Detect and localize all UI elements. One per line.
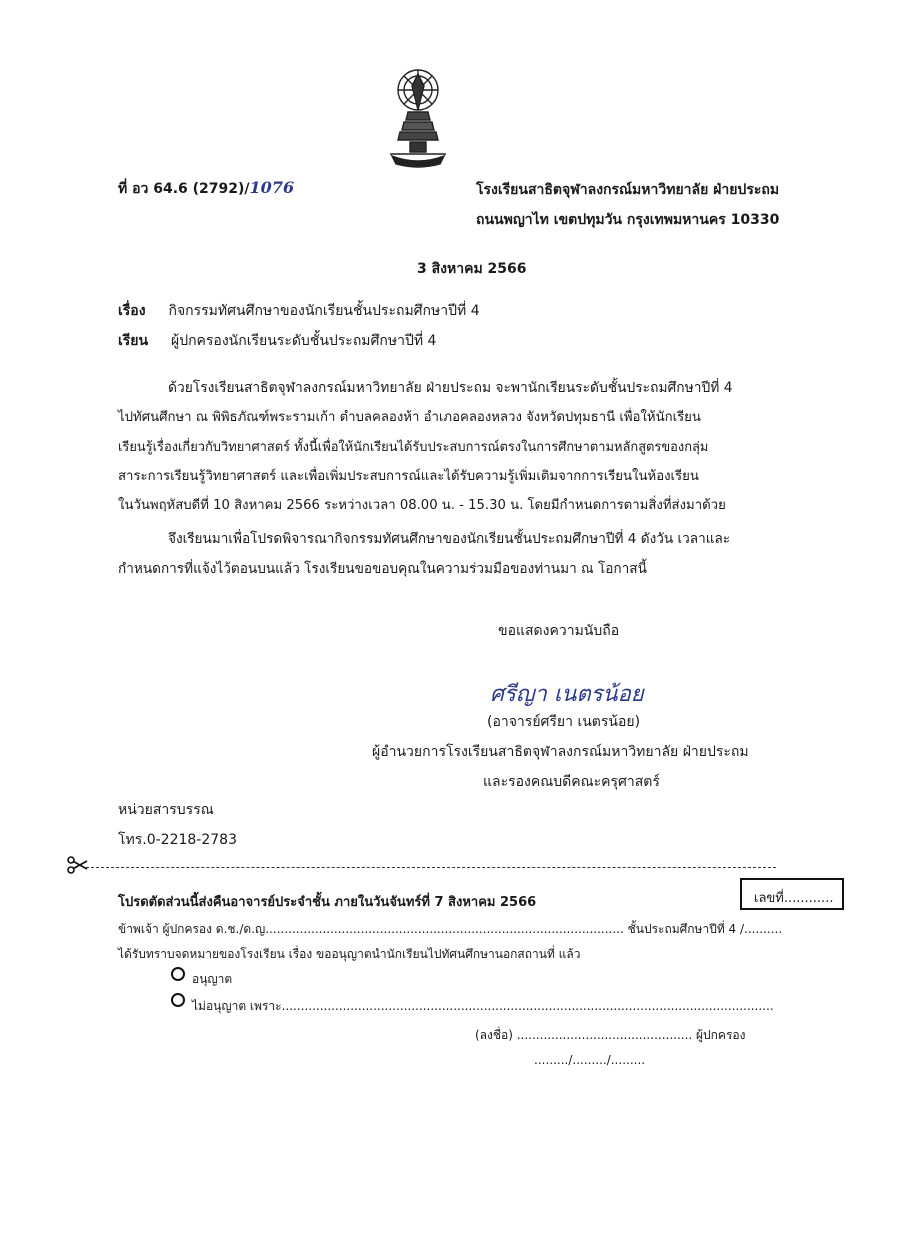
cut-line [86, 867, 776, 868]
contact-phone: โทร.0-2218-2783 [118, 832, 237, 848]
scissors-icon [66, 856, 88, 878]
contact-unit: หน่วยสารบรรณ [118, 802, 214, 818]
closing: ขอแสดงความนับถือ [498, 623, 620, 639]
form-instruction: โปรดตัดส่วนนี้ส่งคืนอาจารย์ประจำชั้น ภายในวันจันทร์ที่ 7 สิงหาคม 2566 [118, 895, 537, 910]
body-line-6: จึงเรียนมาเพื่อโปรดพิจารณากิจกรรมทัศนศึกษาของนักเรียนชั้นประถมศึกษาปีที่ 4 ดังวัน เวลาและ [168, 531, 731, 547]
signer-position-2: และรองคณบดีคณะครุศาสตร์ [483, 774, 660, 790]
grade-field: ชั้นประถมศึกษาปีที่ 4 /.......... [627, 922, 783, 936]
handwritten-signature: ศรีญา เนตรน้อย [490, 682, 644, 707]
body-line-3: เรียนรู้เรื่องเกี่ยวกับวิทยาศาสตร์ ทั้งนี้เพื่อให้นักเรียนได้รับประสบการณ์ตรงในการศึกษาตามหลักสูตรของกลุ่ม [118, 440, 709, 455]
subject-label: เรื่อง [118, 303, 146, 319]
body-line-5: ในวันพฤหัสบดีที่ 10 สิงหาคม 2566 ระหว่างเวลา 08.00 น. - 15.30 น. โดยมีกำหนดการตามสิ่งที่ส่งมาด้วย [118, 498, 726, 513]
deny-radio[interactable] [171, 993, 185, 1007]
deny-reason-field[interactable]: ไม่อนุญาต เพราะ................................................................................................................................. [192, 999, 774, 1013]
subject-text: กิจกรรมทัศนศึกษาของนักเรียนชั้นประถมศึกษาปีที่ 4 [168, 303, 480, 319]
school-address: ถนนพญาไท เขตปทุมวัน กรุงเทพมหานคร 10330 [476, 212, 780, 228]
recipient-row [118, 330, 436, 352]
signer-name: (อาจารย์ศรียา เนตรน้อย) [487, 714, 641, 730]
ref-number-handwritten: 1076 [249, 178, 295, 197]
parent-student-field: ข้าพเจ้า ผู้ปกครอง ด.ช./ด.ญ.............................................................................................. [118, 922, 624, 936]
parent-signature-line[interactable]: (ลงชื่อ) .............................................. ผู้ปกครอง [475, 1028, 746, 1042]
form-date-line[interactable]: ........./........./......... [534, 1053, 646, 1067]
recipient-label: เรียน [118, 333, 149, 349]
student-number-label: เลขที่............ [754, 891, 834, 906]
body-line-1: ด้วยโรงเรียนสาธิตจุฬาลงกรณ์มหาวิทยาลัย ฝ่ายประถม จะพานักเรียนระดับชั้นประถมศึกษาปีที่ 4 [168, 380, 733, 396]
student-number-box[interactable] [740, 878, 844, 910]
subject-row [118, 300, 480, 322]
reference-number [118, 178, 294, 200]
body-line-7: กำหนดการที่แจ้งไว้ตอนบนแล้ว โรงเรียนขอขอบคุณในความร่วมมือของท่านมา ณ โอกาสนี้ [118, 561, 647, 577]
body-line-4: สาระการเรียนรู้วิทยาศาสตร์ และเพื่อเพิ่มประสบการณ์และได้รับความรู้เพิ่มเติมจากการเรียนในห้องเรียน [118, 469, 699, 484]
allow-label: อนุญาต [192, 972, 233, 986]
signer-position-1: ผู้อำนวยการโรงเรียนสาธิตจุฬาลงกรณ์มหาวิทยาลัย ฝ่ายประถม [372, 744, 749, 760]
body-line-2: ไปทัศนศึกษา ณ พิพิธภัณฑ์พระรามเก้า ตำบลคลองห้า อำเภอคลองหลวง จังหวัดปทุมธานี เพื่อให้นักเรียน [118, 410, 701, 425]
allow-radio[interactable] [171, 967, 185, 981]
ref-label: ที่ อว 64.6 (2792)/ [118, 181, 250, 197]
form-acknowledge-line: ได้รับทราบจดหมายของโรงเรียน เรื่อง ขออนุญาตนำนักเรียนไปทัศนศึกษานอกสถานที่ แล้ว [118, 947, 581, 961]
school-name: โรงเรียนสาธิตจุฬาลงกรณ์มหาวิทยาลัย ฝ่ายประถม [476, 182, 780, 198]
chulalongkorn-crest-icon [386, 64, 450, 170]
recipient-text: ผู้ปกครองนักเรียนระดับชั้นประถมศึกษาปีที่ 4 [170, 333, 437, 349]
letter-date: 3 สิงหาคม 2566 [417, 261, 527, 277]
form-parent-line[interactable] [118, 920, 782, 939]
